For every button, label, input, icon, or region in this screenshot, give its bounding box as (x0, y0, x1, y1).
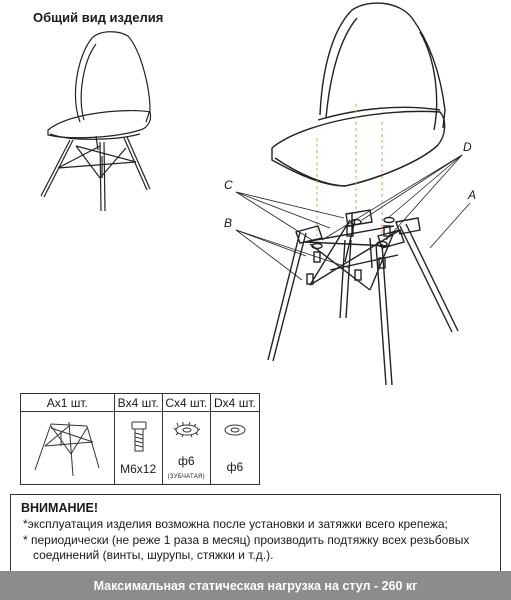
parts-table (20, 393, 260, 485)
parts-header-d: Dx4 шт. (210, 394, 259, 412)
page-title: Общий вид изделия (33, 10, 164, 25)
warning-line-3: соединений (винты, шурупы, стяжки и т.д.). (33, 548, 274, 562)
parts-cell-b (114, 412, 162, 485)
leg-frame-icon (21, 412, 116, 484)
warning-heading: ВНИМАНИЕ! (21, 501, 98, 515)
callout-d: D (463, 140, 472, 154)
callout-b: B (224, 216, 233, 230)
max-load-banner: Максимальная статическая нагрузка на стул - 260 кг (0, 571, 511, 600)
parts-cell-c (162, 412, 210, 485)
callout-c: C (224, 178, 233, 192)
parts-cell-d (210, 412, 259, 485)
parts-header-c: Cx4 шт. (162, 394, 210, 412)
chair-exploded-drawing (236, 3, 470, 385)
toothed-washer-label: ф6 (178, 454, 195, 468)
parts-header-a: Ax1 шт. (21, 394, 115, 412)
warning-notice (10, 494, 501, 573)
screw-label: M6x12 (120, 462, 157, 476)
parts-cell-a (21, 412, 115, 485)
washer-label: ф6 (226, 460, 244, 474)
warning-line-2: * периодически (не реже 1 раза в месяц) производить подтяжку всех резьбовых (23, 533, 470, 547)
toothed-washer-sublabel: (ЗУБЧАТАЯ) (167, 474, 205, 480)
warning-line-1: *эксплуатация изделия возможна после установки и затяжки всего крепежа; (23, 517, 448, 531)
parts-header-b: Bx4 шт. (114, 394, 162, 412)
callout-a: A (468, 188, 477, 202)
